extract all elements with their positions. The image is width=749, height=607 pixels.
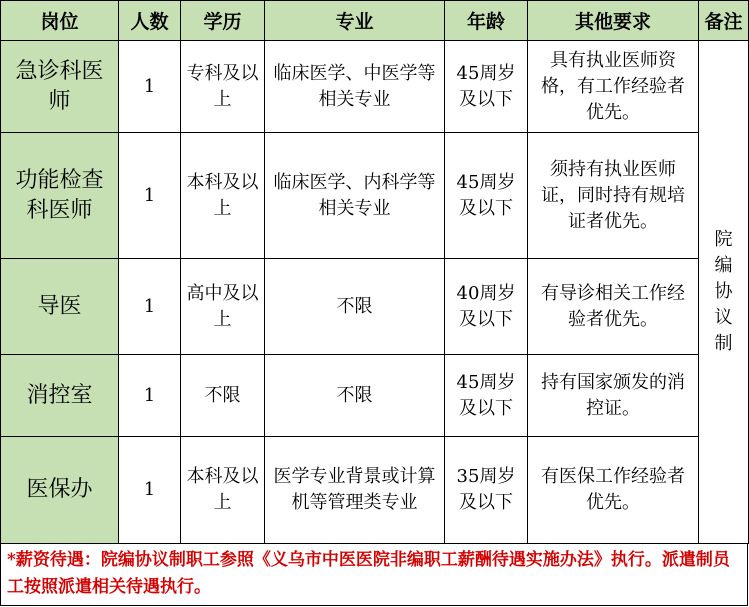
header-row [1,1,749,41]
other-requirements-cell: 有导诊相关工作经验者优先。 [528,259,699,355]
salary-footnote: *薪资待遇：院编协议制职工参照《义乌市中医医院非编职工薪酬待遇实施办法》执行。派遣制员工按照派遣相关待遇执行。 [0,543,748,606]
age-cell: 45周岁及以下 [445,41,528,133]
count-cell: 1 [119,259,181,355]
header-remark: 备注 [699,1,749,41]
major-cell: 医学专业背景或计算机等管理类专业 [265,437,445,544]
education-cell: 不限 [181,355,265,437]
table-row [1,259,749,355]
major-cell: 不限 [265,259,445,355]
table-row [1,355,749,437]
major-cell: 临床医学、内科学等相关专业 [265,133,445,259]
position-cell: 医保办 [1,437,119,544]
header-position: 岗位 [1,1,119,41]
header-other-requirements: 其他要求 [528,1,699,41]
table-row [1,133,749,259]
education-cell: 本科及以上 [181,133,265,259]
other-requirements-cell: 具有执业医师资格，有工作经验者优先。 [528,41,699,133]
count-cell: 1 [119,355,181,437]
remark-cell: 院编协议制 [699,41,749,544]
other-requirements-cell: 有医保工作经验者优先。 [528,437,699,544]
count-cell: 1 [119,133,181,259]
other-requirements-cell: 持有国家颁发的消控证。 [528,355,699,437]
position-cell: 消控室 [1,355,119,437]
age-cell: 35周岁及以下 [445,437,528,544]
major-cell: 不限 [265,355,445,437]
position-cell: 功能检查科医师 [1,133,119,259]
education-cell: 本科及以上 [181,437,265,544]
age-cell: 45周岁及以下 [445,133,528,259]
count-cell: 1 [119,437,181,544]
header-major: 专业 [265,1,445,41]
education-cell: 高中及以上 [181,259,265,355]
education-cell: 专科及以上 [181,41,265,133]
position-cell: 导医 [1,259,119,355]
table-row [1,437,749,544]
major-cell: 临床医学、中医学等相关专业 [265,41,445,133]
header-education: 学历 [181,1,265,41]
other-requirements-cell: 须持有执业医师证，同时持有规培证者优先。 [528,133,699,259]
position-cell: 急诊科医师 [1,41,119,133]
age-cell: 40周岁及以下 [445,259,528,355]
count-cell: 1 [119,41,181,133]
header-age: 年龄 [445,1,528,41]
header-count: 人数 [119,1,181,41]
age-cell: 45周岁及以下 [445,355,528,437]
table-row [1,41,749,133]
